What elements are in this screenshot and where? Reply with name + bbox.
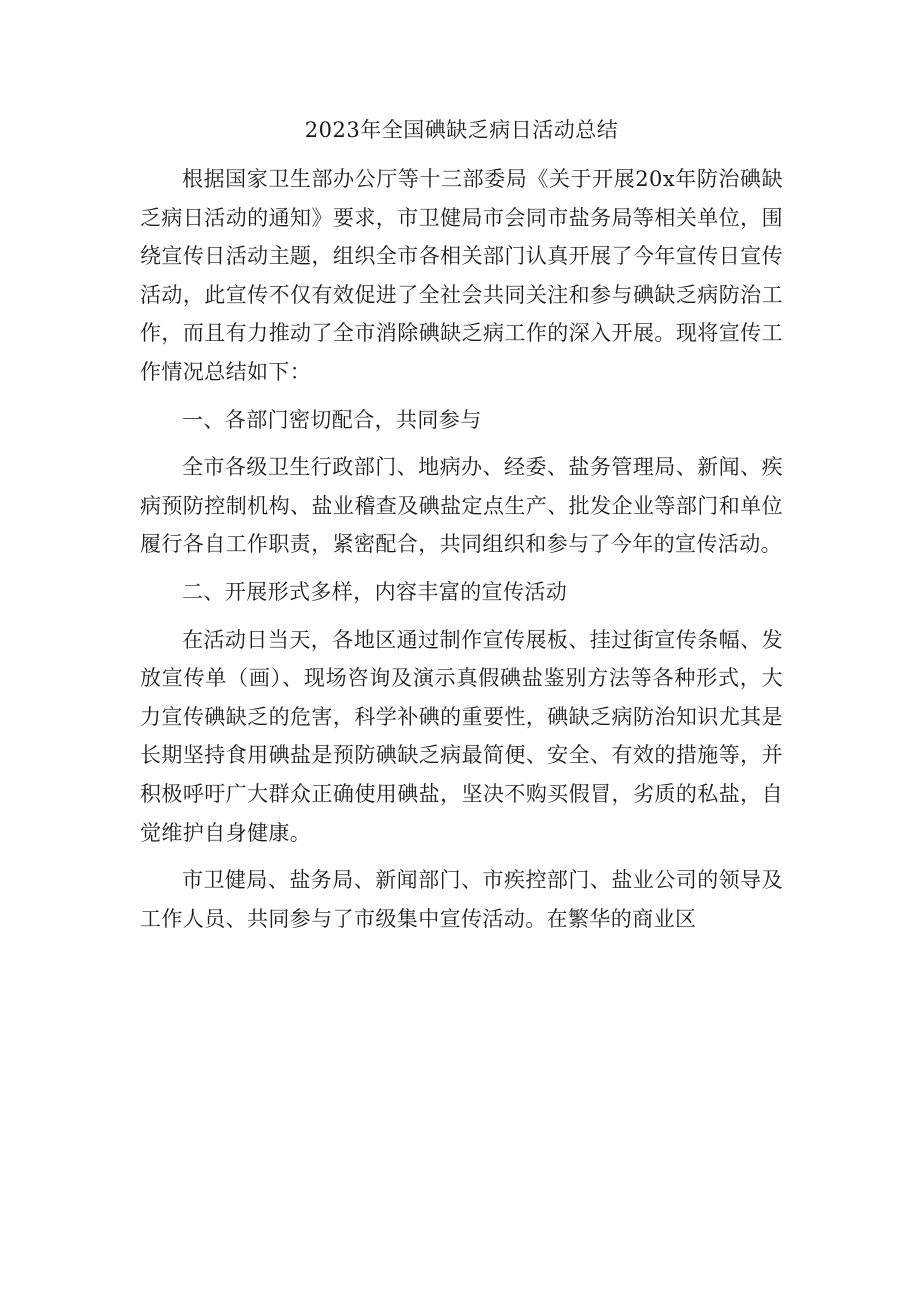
document-body xyxy=(140,116,783,938)
paragraph-spacer xyxy=(140,612,783,621)
section-2-heading: 二、开展形式多样，内容丰富的宣传活动 xyxy=(182,579,568,604)
section-2-paragraph-2: 市卫健局、盐务局、新闻部门、市疾控部门、盐业公司的领导及工作人员、共同参与了市级集中宣传活动。在繁华的商业区 xyxy=(140,868,783,931)
section-1-paragraph: 全市各级卫生行政部门、地病办、经委、盐务管理局、新闻、疾病预防控制机构、盐业稽查及碘盐定点生产、批发企业等部门和单位履行各自工作职责，紧密配合，共同组织和参与了今年的宣传活动。 xyxy=(140,455,783,557)
section-1-heading: 一、各部门密切配合，共同参与 xyxy=(182,407,482,432)
paragraph-spacer xyxy=(140,439,783,448)
paragraph-spacer xyxy=(140,392,783,401)
document-title: 2023年全国碘缺乏病日活动总结 xyxy=(304,118,619,142)
section-2-paragraph-1: 在活动日当天，各地区通过制作宣传展板、挂过街宣传条幅、发放宣传单（画）、现场咨询及演示真假碘盐鉴别方法等各种形式，大力宣传碘缺乏的危害，科学补碘的重要性，碘缺乏病防治知识尤其是长期坚持食用碘盐是预防碘缺乏病最简便、安全、有效的措施等，并积极呼吁广大群众正确使用碘盐，坚决不购买假冒，劣质的私盐，自觉维护自身健康。 xyxy=(140,627,783,845)
paragraph-spacer xyxy=(140,852,783,861)
title-spacer xyxy=(140,144,783,160)
intro-paragraph: 根据国家卫生部办公厅等十三部委局《关于开展20x年防治碘缺乏病日活动的通知》要求，市卫健局市会同市盐务局等相关单位，围绕宣传日活动主题，组织全市各相关部门认真开展了今年宣传日宣传活动，此宣传不仅有效促进了全社会共同关注和参与碘缺乏病防治工作，而且有力推动了全市消除碘缺乏病工作的深入开展。现将宣传工作情况总结如下： xyxy=(140,167,783,384)
paragraph-spacer xyxy=(140,564,783,573)
